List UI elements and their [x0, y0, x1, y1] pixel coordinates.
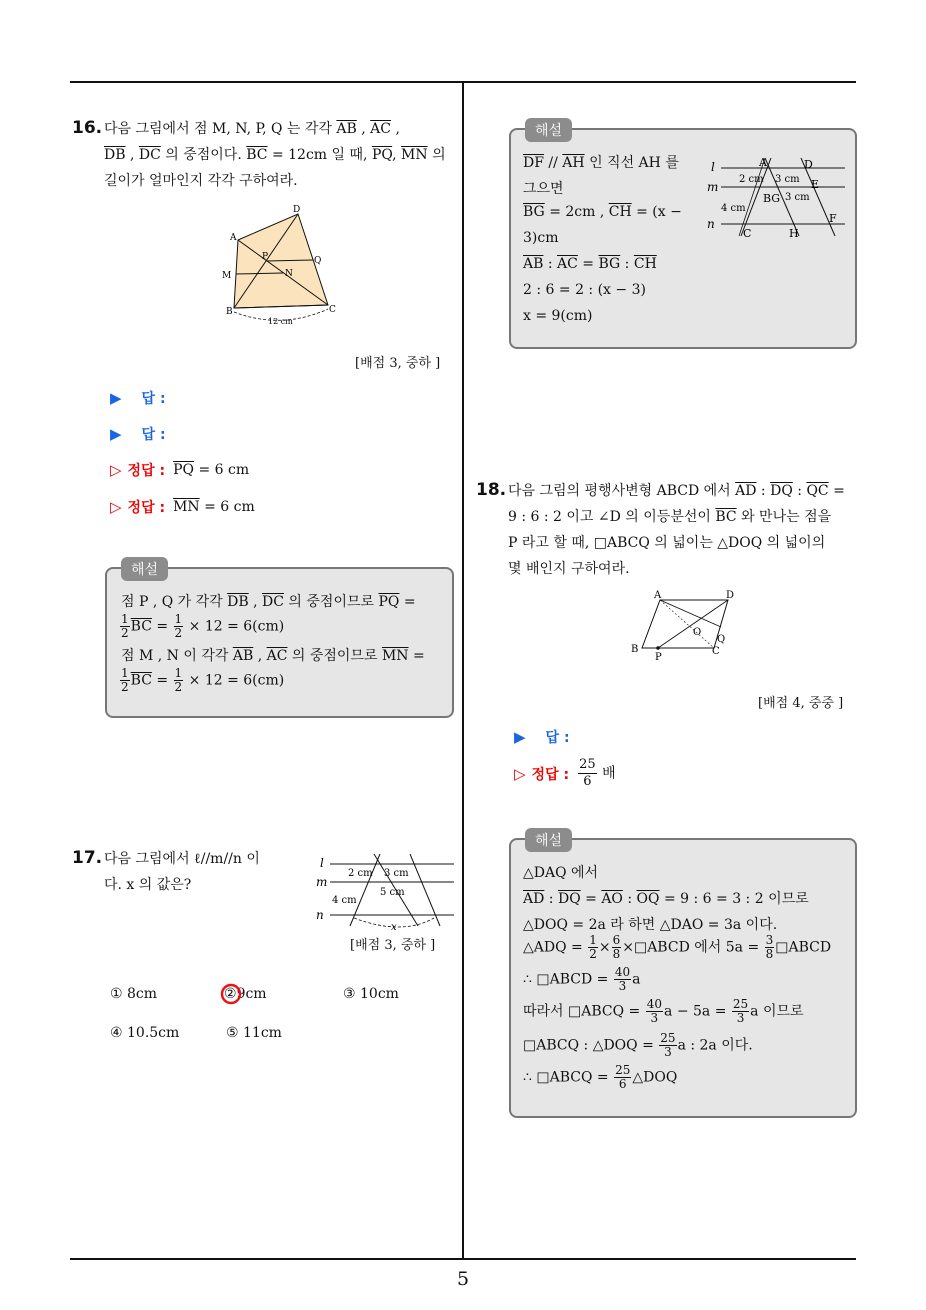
q17-explanation-box: 해설 $\overline{DF} // \overline{AH}$ 인 직선 AH 를 그으면 $\overline{BG} = 2cm$ , $\overline{CH} = (x$ − 3)cm $\overline{AB}$ : $\overline{AC} = \overline{BG}$ : $\overline{CH}$ 2 : 6 = 2 : (x − 3) x = 9(cm) l m n A D E F C H BG 2 cm 3 cm 3 cm 4 cm	[509, 128, 857, 349]
q18-figure	[628, 590, 748, 670]
q17-exp-label-3cm-top: 3 cm	[775, 174, 800, 185]
q16-label-bc-length: 12 cm	[268, 317, 293, 326]
q16-correct-2: ▷ 정답 : $\overline{MN} = 6$ cm	[110, 498, 255, 516]
q17-number: 17.	[72, 848, 103, 868]
q16-text: 다음 그림에서 점 M, N, P, Q 는 각각 $\overline{AB}$ , $\overline{AC}$ , $\overline{DB}$ , $\overline{DC}$ 의 중점이다. $\overline{BC} = 12cm$ 일 때, $\overline{PQ}$, $\overline{MN}$ 의 길이가 얼마인지 각각 구하여라.	[104, 121, 446, 189]
q18-number: 18.	[476, 480, 507, 500]
q17-exp-label-m: m	[707, 180, 719, 194]
q17-choice-1[interactable]: ① 8cm	[110, 986, 158, 1002]
q16-correct-1: ▷ 정답 : $\overline{PQ} = 6$ cm	[110, 461, 250, 479]
q17-exp-label-e: E	[811, 178, 820, 191]
q17-label-4cm: 4 cm	[332, 895, 357, 906]
q18-label-b: B	[631, 644, 639, 655]
red-triangle-icon: ▷	[110, 498, 122, 516]
q16-label-d: D	[293, 205, 301, 215]
q17-label-n: n	[316, 908, 324, 922]
q17-choice-2[interactable]: ②9cm	[224, 986, 267, 1002]
q16-score: [배점 3, 중하 ]	[355, 356, 441, 371]
q16-label-m: M	[222, 271, 232, 281]
explanation-tag: 해설	[525, 118, 572, 142]
explanation-tag: 해설	[525, 828, 572, 852]
q17-exp-label-4cm: 4 cm	[721, 203, 746, 214]
q17-label-x: x	[391, 922, 397, 932]
q16-label-q: Q	[314, 256, 322, 266]
blue-triangle-icon: ▶	[110, 425, 122, 443]
q16-number: 16.	[72, 118, 103, 138]
q18-label-o: O	[693, 627, 702, 638]
q17-label-5cm: 5 cm	[380, 887, 405, 898]
q16-label-p: P	[262, 252, 269, 262]
q16-explanation-box: 해설 점 P , Q 가 각각 $\overline{DB}$ , $\overline{DC}$ 의 중점이므로 $\overline{PQ}$ = $\frac{1}{2}$ $\overline{BC}$ = $\frac{1}{2}$ × 12 = 6(cm) 점 M , N 이 각각 $\overline{AB}$ , $\overline{AC}$ 의 중점이므로 $\overline{MN}$ = $\frac{1}{2}$ $\overline{BC}$ = $\frac{1}{2}$ × 12 = 6(cm)	[105, 567, 454, 718]
q16-answer-line-1[interactable]: ▶ 답 :	[110, 389, 166, 407]
q18-label-d: D	[726, 590, 735, 601]
q17-exp-label-d: D	[804, 158, 813, 171]
column-divider	[462, 83, 464, 1260]
q17-text: 다음 그림에서 ℓ//m//n 이 다. x 의 값은?	[104, 851, 260, 893]
q17-exp-label-2cm: 2 cm	[739, 174, 764, 185]
q17-label-3cm: 3 cm	[384, 868, 409, 879]
q18-text: 다음 그림의 평행사변형 ABCD 에서 $\overline{AD}$ : $\overline{DQ}$ : $\overline{QC}$ = 9 : 6 : 2 이고 ∠D 의 이등분선이 $\overline{BC}$ 와 만나는 점을 P 라고 할 때, □ABCQ 의 넓이는 △DOQ 의 넓이의 몇 배인지 구하여라.	[508, 483, 845, 577]
q17-score: [배점 3, 중하 ]	[350, 938, 436, 953]
q16-label-c: C	[329, 305, 336, 315]
page-number: 5	[456, 1268, 470, 1290]
q17-exp-label-l: l	[711, 160, 715, 174]
q16-label-n: N	[285, 269, 293, 279]
q17-label-m: m	[316, 875, 328, 889]
q16-label-b: B	[226, 307, 233, 317]
q17-choice-4[interactable]: ④ 10.5cm	[110, 1025, 180, 1041]
red-triangle-icon: ▷	[514, 764, 526, 783]
q16-answer-line-2[interactable]: ▶ 답 :	[110, 425, 166, 443]
q17-choice-3[interactable]: ③ 10cm	[343, 986, 399, 1002]
q18-label-c: C	[712, 646, 720, 657]
q17-exp-label-f: F	[829, 212, 837, 225]
q18-correct: ▷ 정답 : $\frac{25}{6}$ 배	[514, 757, 616, 789]
q16-label-a: A	[230, 233, 237, 243]
q17-exp-label-a: A	[759, 156, 767, 169]
q18-score: [배점 4, 중중 ]	[758, 696, 844, 711]
blue-triangle-icon: ▶	[514, 728, 526, 746]
q17-figure	[312, 852, 462, 932]
q18-label-q: Q	[717, 634, 726, 645]
q17-exp-label-3cm-mid: 3 cm	[785, 192, 810, 203]
q18-label-p: P	[655, 652, 662, 663]
q17-exp-label-c: C	[743, 227, 752, 240]
red-triangle-icon: ▷	[110, 461, 122, 479]
q16-figure	[216, 200, 346, 330]
q18-answer-line[interactable]: ▶ 답 :	[514, 728, 570, 746]
q17-explanation-figure	[703, 156, 851, 244]
q17-exp-label-bg: BG	[763, 192, 781, 205]
q18-explanation-box: 해설 △DAQ 에서 $\overline{AD}$ : $\overline{DQ} = \overline{AO}$ : $\overline{OQ} = 9$ : 6 = 3 : 2 이므로 △DOQ = 2a 라 하면 △DAO = 3a 이다. △ADQ = $\frac{1}{2}$ × $\frac{6}{8}$ ×□ABCD 에서 5a = $\frac{3}{8}$ □ABCD ∴ □ABCD = $\frac{40}{3}$ a 따라서 □ABCQ = $\frac{40}{3}$ a − 5a = $\frac{25}{3}$ a 이므로 □ABCQ : △DOQ = $\frac{25}{3}$ a : 2a 이다. ∴ □ABCQ = $\frac{25}{6}$ △DOQ	[509, 838, 857, 1118]
q17-exp-label-n: n	[707, 217, 715, 231]
q18-label-a: A	[654, 590, 662, 601]
q17-choice-5[interactable]: ⑤ 11cm	[226, 1025, 282, 1041]
explanation-tag: 해설	[121, 557, 168, 581]
q17-label-l: l	[320, 856, 324, 870]
blue-triangle-icon: ▶	[110, 389, 122, 407]
choice-marker-icon: ②	[224, 986, 237, 1002]
q17-exp-label-h: H	[789, 227, 799, 240]
q17-label-2cm: 2 cm	[348, 868, 373, 879]
